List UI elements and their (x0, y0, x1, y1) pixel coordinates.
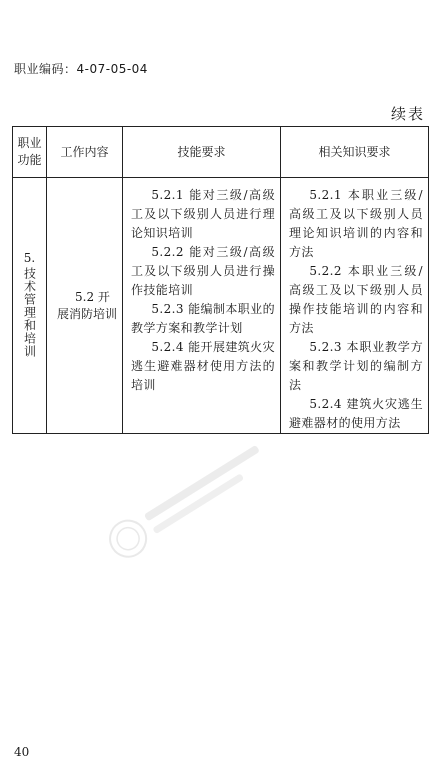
header-skill-requirements: 技能要求 (123, 127, 281, 178)
knowledge-item: 5.2.1 本职业三级/高级工及以下级别人员理论知识培训的内容和方法 (289, 188, 423, 259)
occupation-code: 职业编码：4-07-05-04 (14, 62, 148, 76)
skills-table (12, 126, 429, 434)
work-content: 5.2 开展消防培训 (57, 289, 118, 321)
table-row (13, 178, 429, 434)
table-header-row (13, 127, 429, 178)
function-number: 5. (23, 250, 36, 265)
skill-item: 5.2.4 能开展建筑火灾逃生避难器材使用方法的培训 (131, 340, 275, 392)
knowledge-cell (281, 178, 429, 434)
watermark-seal (94, 424, 287, 576)
header-work-content: 工作内容 (47, 127, 123, 178)
page-number: 40 (14, 745, 30, 759)
work-content-cell (47, 178, 123, 434)
knowledge-item: 5.2.3 本职业教学方案和教学计划的编制方法 (289, 340, 423, 392)
skill-item: 5.2.1 能对三级/高级工及以下级别人员进行理论知识培训 (131, 188, 275, 240)
knowledge-item: 5.2.4 建筑火灾逃生避难器材的使用方法 (289, 397, 423, 430)
header-knowledge-requirements: 相关知识要求 (281, 127, 429, 178)
function-name: 技术管理和培训 (22, 266, 37, 358)
continued-label: 续表 (390, 105, 425, 123)
skill-item: 5.2.2 能对三级/高级工及以下级别人员进行操作技能培训 (131, 245, 275, 297)
header-function: 职业功能 (13, 127, 47, 178)
skills-cell (123, 178, 281, 434)
skill-item: 5.2.3 能编制本职业的教学方案和教学计划 (131, 302, 275, 335)
knowledge-item: 5.2.2 本职业三级/高级工及以下级别人员操作技能培训的内容和方法 (289, 264, 423, 335)
function-cell (13, 178, 47, 434)
